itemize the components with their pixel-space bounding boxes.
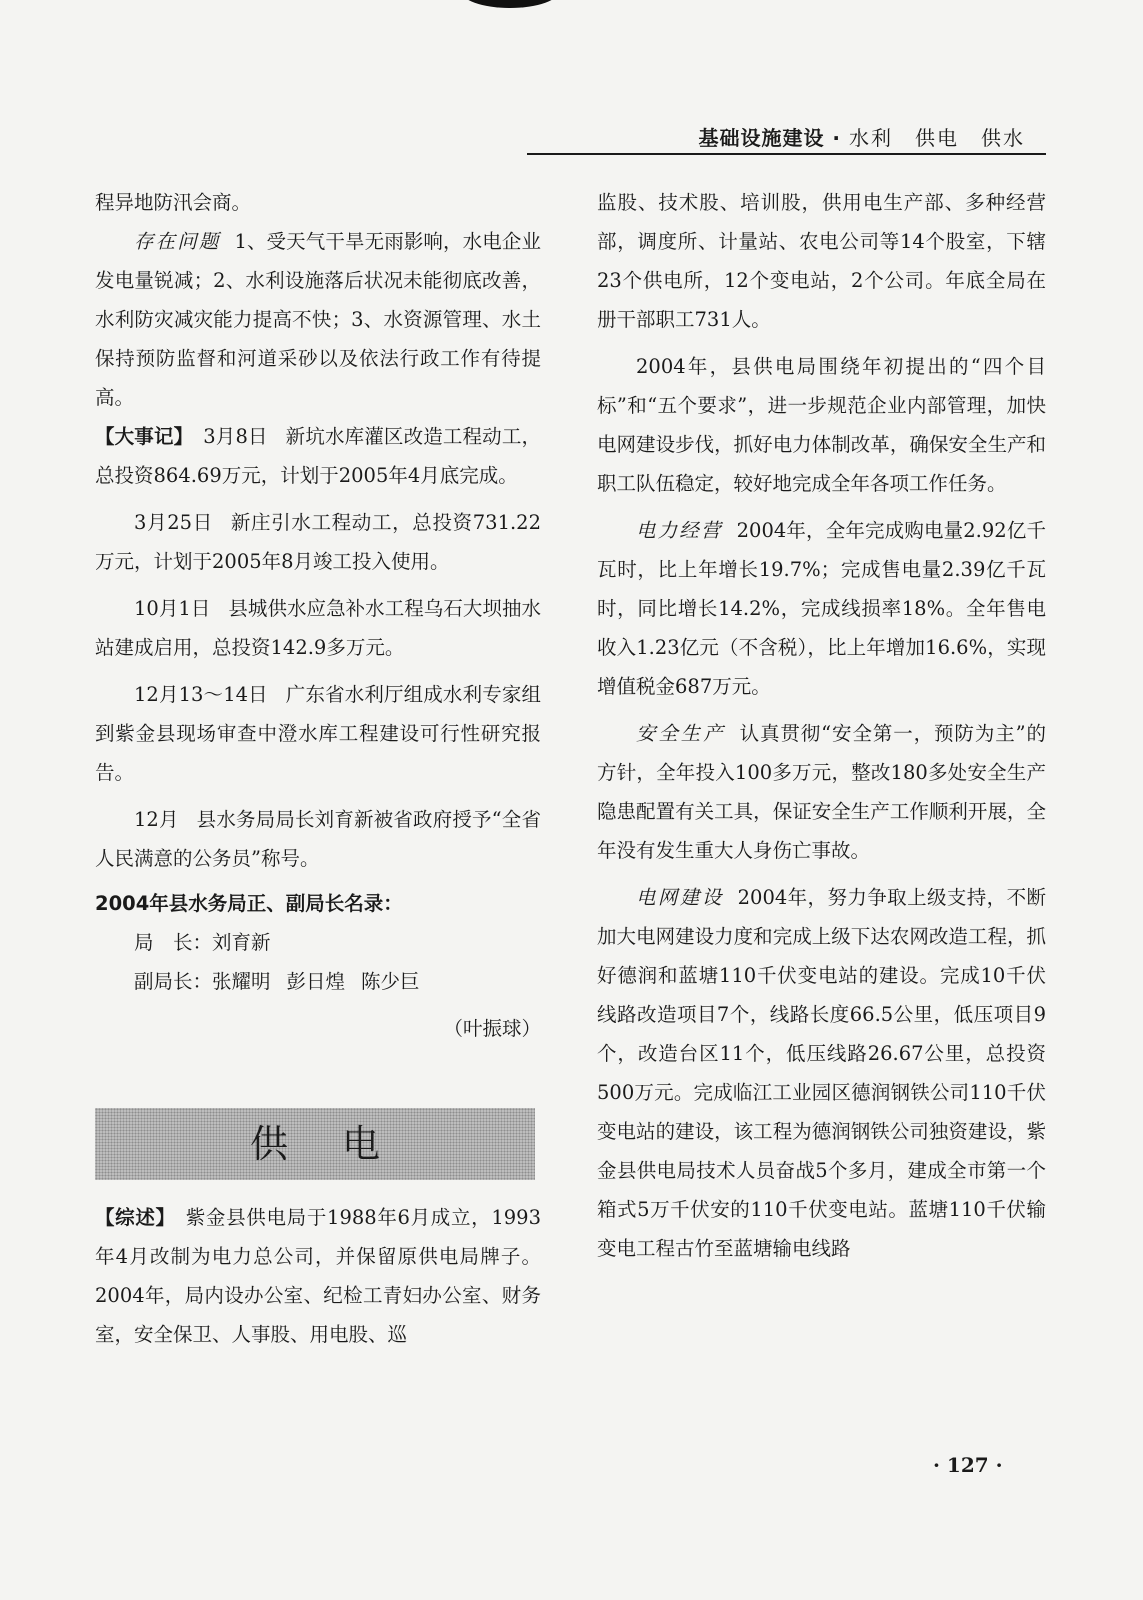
left-column [95,183,541,1354]
events-label: 【大事记】 [95,425,194,448]
deputy-name: 张耀明 [212,970,271,993]
problems-text: 1、受天气干旱无雨影响，水电企业发电量锐减；2、水利设施落后状况未能彻底改善，水利防灾减灾能力提高不快；3、水资源管理、水土保持预防监督和河道采砂以及依法行政工作有待提高。 [95,230,541,409]
director-label: 局 长： [134,931,213,954]
running-header [698,122,1025,151]
deputy-line [95,962,541,1001]
event-item [95,589,541,667]
event-text: 新坑水库灌区改造工程动工，总投资864.69万元，计划于2005年4月底完成。 [95,425,541,487]
header-dot: · [832,126,842,150]
header-subtitle: 水利 供电 供水 [849,126,1025,150]
section-paragraph [597,511,1046,706]
event-date: 12月13～14日 [134,683,268,706]
problems-label: 存在问题 [134,230,221,253]
page-number: · 127 · [933,1453,1003,1477]
event-text: 县城供水应急补水工程乌石大坝抽水站建成启用，总投资142.9多万元。 [95,597,541,659]
section-paragraph [597,878,1046,1268]
intro-paragraph: 2004年，县供电局围绕年初提出的“四个目标”和“五个要求”，进一步规范企业内部管理，加快电网建设步伐，抓好电力体制改革，确保安全生产和职工队伍稳定，较好地完成全年各项工作任务。 [597,355,1046,495]
event-date: 3月25日 [134,511,213,534]
section-paragraph [597,714,1046,870]
author-credit: （叶振球） [443,1017,541,1040]
overview-label: 【综述】 [95,1206,176,1229]
event-text: 广东省水利厅组成水利专家组到紫金县现场审查中澄水库工程建设可行性研究报告。 [95,683,541,784]
right-column [597,183,1046,1268]
section-text: 2004年，全年完成购电量2.92亿千瓦时，比上年增长19.7%；完成售电量2.39亿千瓦时，同比增长14.2%，完成线损率18%。全年售电收入1.23亿元（不含税），比上年增加16.6%，实现增值税金687万元。 [597,519,1046,698]
header-rule [527,153,1046,155]
deputy-name: 陈少巨 [361,970,420,993]
continuation-text: 程异地防汛会商。 [95,191,252,214]
overview-text: 紫金县供电局于1988年6月成立，1993年4月改制为电力总公司，并保留原供电局牌子。2004年，局内设办公室、纪检工青妇办公室、财务室，安全保卫、人事股、用电股、巡 [95,1206,541,1346]
overview-paragraph [95,1198,541,1354]
event-date: 12月 [134,808,179,831]
section-label: 电网建设 [636,886,724,909]
event-item [95,503,541,581]
section-text: 认真贯彻“安全第一，预防为主”的方针，全年投入100多万元，整改180多处安全生产隐患配置有关工具，保证安全生产工作顺利开展，全年没有发生重大人身伤亡事故。 [597,722,1046,862]
section-title: 供电 [249,1121,434,1166]
event-date: 10月1日 [134,597,211,620]
section-banner [95,1108,535,1180]
event-text: 新庄引水工程动工，总投资731.22万元，计划于2005年8月竣工投入使用。 [95,511,541,573]
event-date: 3月8日 [203,425,268,448]
event-item [95,675,541,792]
event-item [95,800,541,878]
problems-paragraph [95,222,541,417]
director-line [95,923,541,962]
overview-continued: 监股、技术股、培训股，供用电生产部、多种经营部，调度所、计量站、农电公司等14个股室，下辖23个供电所，12个变电站，2个公司。年底全局在册干部职工731人。 [597,191,1046,331]
scan-artifact [460,0,560,8]
event-item [95,417,541,495]
header-title: 基础设施建设 [698,126,825,150]
section-label: 电力经营 [636,519,723,542]
deputy-name: 彭日煌 [286,970,346,993]
event-text: 县水务局局长刘育新被省政府授予“全省人民满意的公务员”称号。 [95,808,541,870]
deputy-label: 副局长： [134,970,213,993]
director-name: 刘育新 [212,931,271,954]
section-label: 安全生产 [636,722,726,745]
directory-title: 2004年县水务局正、副局长名录： [95,892,403,915]
section-text: 2004年，努力争取上级支持，不断加大电网建设力度和完成上级下达农网改造工程，抓好德润和蓝塘110千伏变电站的建设。完成10千伏线路改造项目7个，线路长度66.5公里，低压项目9个，改造台区11个，低压线路26.67公里，总投资500万元。完成临江工业园区德润钢铁公司110千伏变电站的建设，该工程为德润钢铁公司独资建设，紫金县供电局技术人员奋战5个多月，建成全市第一个箱式5万千伏安的110千伏变电站。蓝塘110千伏输变电工程古竹至蓝塘输电线路 [597,886,1046,1260]
